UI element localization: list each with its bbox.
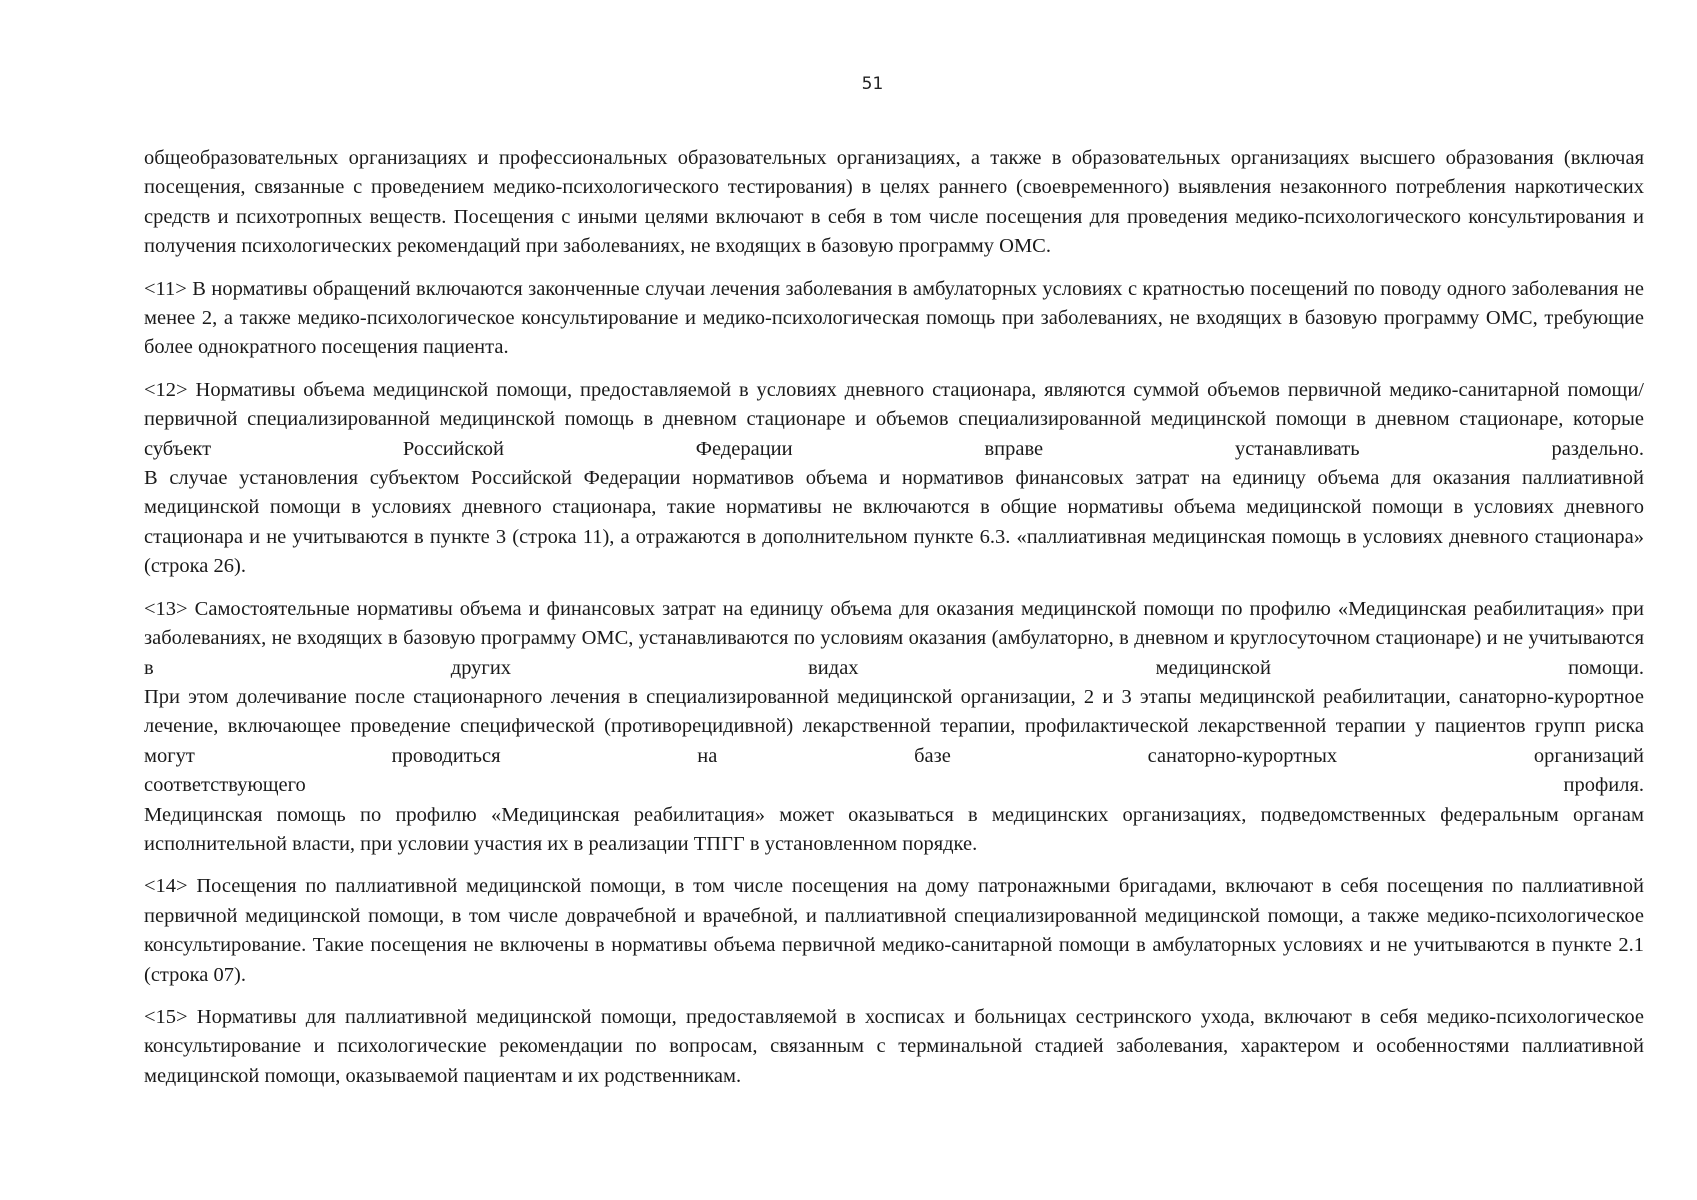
footnote-13-part-1: <13> Самостоятельные нормативы объема и финансовых затрат на единицу объема для оказания медицинской помощи по профилю «Медицинская реабилитация» при заболеваниях, не входящих в базовую программу ОМС, устанавливаются по условиям оказания (амбулаторно, в дневном и круглосуточном стационаре) и не учитываются в других видах медицинской помощи. [144,597,1644,679]
footnote-13-split-line [144,771,1644,800]
split-line-left: соответствующего [144,774,306,797]
footnote-14: <14> Посещения по паллиативной медицинской помощи, в том числе посещения на дому патронажными бригадами, включают в себя посещения по паллиативной первичной медицинской помощи, в том числе доврачебной и врачебной, и паллиативной специализированной медицинской помощи, а также медико-психологическое консультирование. Такие посещения не включены в нормативы объема первичной медико-санитарной помощи в амбулаторных условиях и не учитываются в пункте 2.1 (строка 07). [144,875,1644,986]
footnote-12-part-2: В случае установления субъектом Российской Федерации нормативов объема и нормативов финансовых затрат на единицу объема для оказания паллиативной медицинской помощи в условиях дневного стационара, такие нормативы не включаются в общие нормативы объема медицинской помощи в условиях дневного стационара и не учитываются в пункте 3 (строка 11), а отражаются в дополнительном пункте 6.3. «паллиативная медицинская помощь в условиях дневного стационара» (строка 26). [144,467,1644,578]
footnote-11: <11> В нормативы обращений включаются законченные случаи лечения заболевания в амбулаторных условиях с кратностью посещений по поводу одного заболевания не менее 2, а также медико-психологическое консультирование и медико-психологическая помощь при заболеваниях, не входящих в базовую программу ОМС, требующие более однократного посещения пациента. [144,277,1644,359]
footnote-13 [144,595,1644,860]
footnote-13-part-2: При этом долечивание после стационарного лечения в специализированной медицинской организации, 2 и 3 этапы медицинской реабилитации, санаторно-курортное лечение, включающее проведение специфической (противорецидивной) лекарственной терапии, профилактической лекарственной терапии у пациентов групп риска могут проводиться на базе санаторно-курортных организаций [144,685,1644,767]
footnote-12-part-1: <12> Нормативы объема медицинской помощи, предоставляемой в условиях дневного стационара, являются суммой объемов первичной медико-санитарной помощи/первичной специализированной медицинской помощь в дневном стационаре и объемов специализированной медицинской помощи в дневном стационаре, которые субъект Российской Федерации вправе устанавливать раздельно. [144,378,1644,460]
footnote-15: <15> Нормативы для паллиативной медицинской помощи, предоставляемой в хосписах и больницах сестринского ухода, включают в себя медико-психологическое консультирование и психологические рекомендации по вопросам, связанным с терминальной стадией заболевания, характером и особенностями паллиативной медицинской помощи, оказываемой пациентам и их родственникам. [144,1005,1644,1087]
paragraph-continuation: общеобразовательных организациях и профессиональных образовательных организациях, а также в образовательных организациях высшего образования (включая посещения, связанные с проведением медико-психологического тестирования) в целях раннего (своевременного) выявления незаконного потребления наркотических средств и психотропных веществ. Посещения с иными целями включают в себя в том числе посещения для проведения медико-психологического консультирования и получения психологических рекомендаций при заболеваниях, не входящих в базовую программу ОМС. [144,147,1644,258]
split-line-right: профиля. [1563,774,1644,797]
footnote-13-part-3: Медицинская помощь по профилю «Медицинская реабилитация» может оказываться в медицинских организациях, подведомственных федеральным органам исполнительной власти, при условии участия их в реализации ТПГГ в установленном порядке. [144,803,1644,855]
document-body [144,144,1644,1104]
footnote-12 [144,376,1644,582]
page-number: 51 [861,74,884,94]
